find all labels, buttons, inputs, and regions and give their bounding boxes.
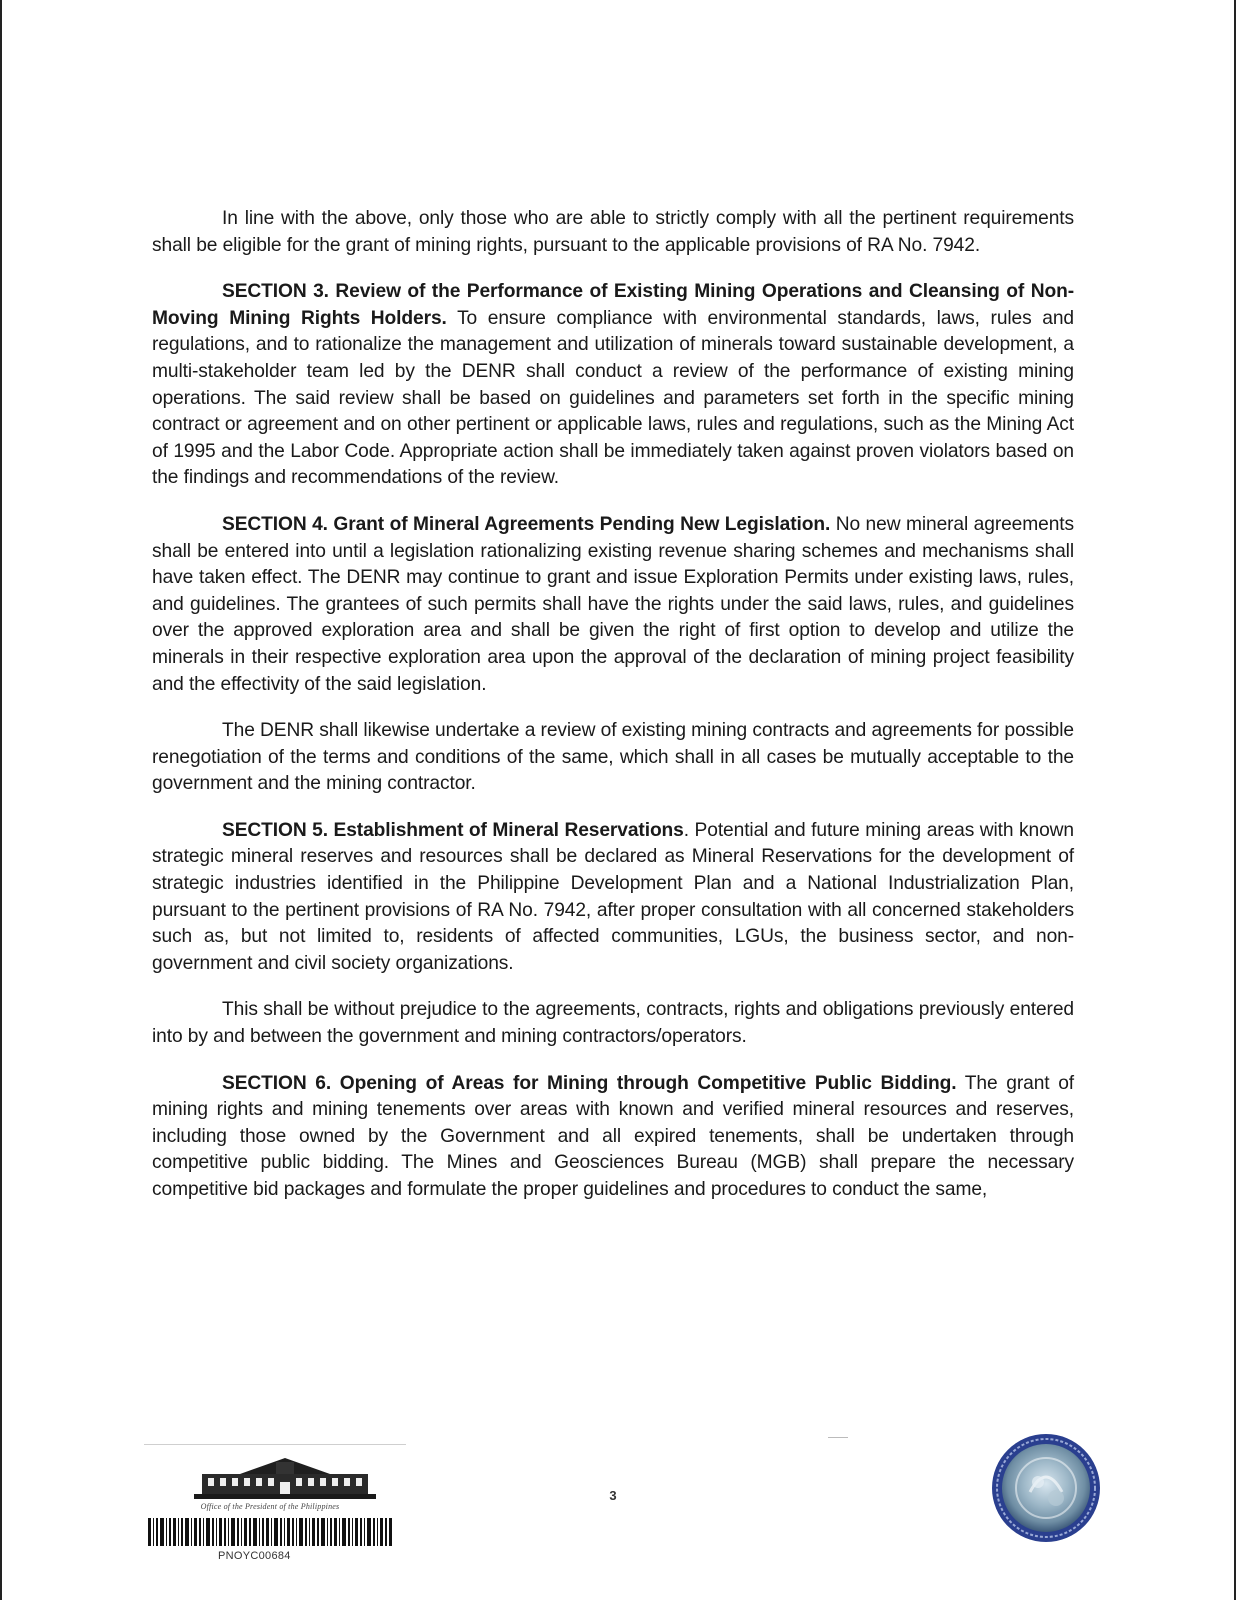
- section-3-heading: SECTION 3. Review of the Performance of Existing Mining Operations and Cleansing of Non-Moving Mining Rights Holders.: [152, 281, 1074, 329]
- page-number: 3: [609, 1488, 617, 1503]
- paragraph-section-5-prejudice: [152, 997, 1074, 1050]
- section-4-heading: SECTION 4. Grant of Mineral Agreements Pending New Legislation.: [222, 513, 831, 535]
- footer-dash-mark: [828, 1437, 848, 1438]
- section-6-heading: SECTION 6. Opening of Areas for Mining through Competitive Public Bidding.: [222, 1072, 957, 1094]
- section-5-heading: SECTION 5. Establishment of Mineral Reservations: [222, 819, 684, 841]
- document-body: [152, 206, 1074, 1224]
- paragraph-section-3: [152, 279, 1074, 492]
- footer-divider: [144, 1444, 406, 1445]
- paragraph-section-6: [152, 1071, 1074, 1204]
- malacanang-palace-logo-icon: [190, 1456, 380, 1500]
- paragraph-intro: [152, 206, 1074, 259]
- paragraph-text: The DENR shall likewise undertake a review of existing mining contracts and agreements for possible renegotiation of the terms and conditions of the same, which shall in all cases be mutually acceptable to the government and the mining contractor.: [152, 720, 1074, 795]
- paragraph-text: In line with the above, only those who are able to strictly comply with all the pertinent requirements shall be eligible for the grant of mining rights, pursuant to the applicable provisions of RA No. 7942.: [152, 208, 1074, 256]
- barcode-icon: [148, 1518, 392, 1546]
- section-3-text: To ensure compliance with environmental standards, laws, rules and regulations, and to rationalize the management and utilization of minerals toward sustainable development, a multi-stakeholder team led by the DENR shall conduct a review of the performance of existing mining operations. The said review shall be based on guidelines and parameters set forth in the specific mining contract or agreement and on other pertinent or applicable laws, rules and regulations, such as the Mining Act of 1995 and the Labor Code. Appropriate action shall be immediately taken against proven violators based on the findings and recommendations of the review.: [152, 307, 1074, 489]
- hologram-seal-icon: [990, 1432, 1102, 1544]
- section-6-text: The grant of mining rights and mining tenements over areas with known and verified mineral resources and reserves, including those owned by the Government and all expired tenements, shall be undertaken through competitive public bidding. The Mines and Geosciences Bureau (MGB) shall prepare the necessary competitive bid packages and formulate the proper guidelines and procedures to conduct the same,: [152, 1072, 1074, 1200]
- section-4-text: No new mineral agreements shall be entered into until a legislation rationalizing existing revenue sharing schemes and mechanisms shall have taken effect. The DENR may continue to grant and issue Exploration Permits under existing laws, rules, and guidelines. The grantees of such permits shall have the rights under the said laws, rules, and guidelines over the approved exploration area and shall be given the right of first option to develop and utilize the minerals in their respective exploration area upon the approval of the declaration of mining project feasibility and the effectivity of the said legislation.: [152, 513, 1074, 695]
- paragraph-section-4-review: [152, 718, 1074, 798]
- seal-caption: Office of the President of the Philippines: [200, 1502, 340, 1511]
- section-5-text: . Potential and future mining areas with known strategic mineral reserves and resources shall be declared as Mineral Reservations for the development of strategic industries identified in the Philippine Development Plan and a National Industrialization Plan, pursuant to the pertinent provisions of RA No. 7942, after proper consultation with all concerned stakeholders such as, but not limited to, residents of affected communities, LGUs, the business sector, and non-government and civil society organizations.: [152, 819, 1074, 974]
- paragraph-text: This shall be without prejudice to the agreements, contracts, rights and obligations previously entered into by and between the government and mining contractors/operators.: [152, 999, 1074, 1048]
- paragraph-section-5: [152, 818, 1074, 978]
- paragraph-section-4: [152, 512, 1074, 698]
- barcode-number: PNOYC00684: [218, 1550, 291, 1562]
